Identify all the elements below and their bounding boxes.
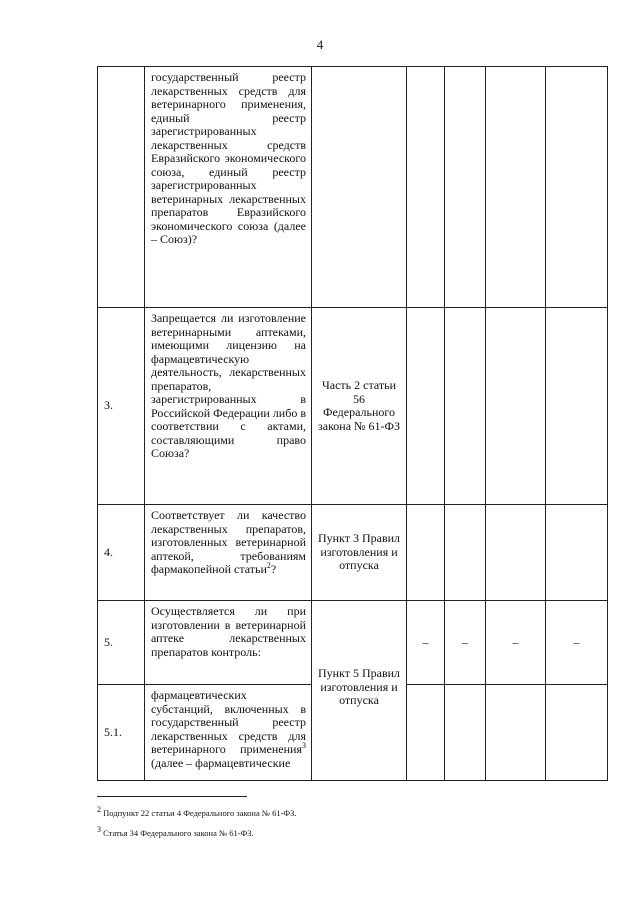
answer-note-cell	[546, 601, 608, 685]
answer-yes-cell	[407, 601, 445, 685]
table-row	[98, 505, 608, 601]
answer-no-cell	[445, 685, 486, 781]
answer-note-cell	[546, 67, 608, 308]
footnote	[97, 825, 254, 838]
table-row	[98, 308, 608, 505]
footnote-mark: 3	[97, 825, 101, 835]
dash-mark: –	[512, 634, 519, 649]
row-reference	[312, 67, 407, 308]
question-text	[151, 689, 306, 770]
dash-mark: –	[422, 634, 429, 649]
answer-no-cell	[445, 601, 486, 685]
question-text-main: Соответствует ли качество лекарственных препаратов, изготовленных ветеринарной аптекой, требованиям фармакопейной статьи	[151, 508, 306, 576]
question-text: государственный реестр лекарственных средств для ветеринарного применения, единый реестр зарегистрированных лекарственных средств Евразийского экономического союза, единый реестр зарегистрированных ветеринарных лекарственных препаратов Евразийского экономического союза (далее – Союз)?	[151, 70, 306, 246]
answer-yes-cell	[407, 308, 445, 505]
answer-note-cell	[546, 505, 608, 601]
answer-na-cell	[486, 685, 546, 781]
answer-na-cell	[486, 601, 546, 685]
table-row	[98, 601, 608, 685]
answer-note-cell	[546, 685, 608, 781]
page-number: 4	[316, 37, 324, 52]
row-reference: Часть 2 статьи 56 Федерального закона № 61-ФЗ	[312, 308, 407, 505]
dash-mark: –	[573, 634, 580, 649]
footnote-ref: 3	[302, 741, 306, 750]
row-question	[145, 308, 312, 505]
footnote-mark: 2	[97, 805, 101, 815]
row-reference	[312, 601, 407, 781]
row-question	[145, 685, 312, 781]
question-text-tail: (далее – фармацевтические	[151, 755, 291, 770]
footnote-separator	[97, 796, 247, 797]
footnote-text: Подпункт 22 статьи 4 Федерального закона № 61-ФЗ.	[101, 808, 297, 818]
answer-yes-cell	[407, 505, 445, 601]
dash-mark: –	[462, 634, 468, 649]
answer-na-cell	[486, 505, 546, 601]
answer-yes-cell	[407, 685, 445, 781]
answer-note-cell	[546, 308, 608, 505]
footnote	[97, 805, 297, 818]
row-question	[145, 601, 312, 685]
footnote-ref: 2	[266, 561, 271, 570]
table-row	[98, 67, 608, 308]
row-reference: Пункт 3 Правил изготовления и отпуска	[312, 505, 407, 601]
checklist-table	[97, 66, 608, 781]
answer-no-cell	[445, 505, 486, 601]
answer-na-cell	[486, 67, 546, 308]
row-number: 5.1.	[98, 685, 145, 781]
answer-na-cell	[486, 308, 546, 505]
question-text	[151, 509, 306, 577]
reference-text: Пункт 5 Правил изготовления и отпуска	[317, 666, 401, 707]
question-text-main: фармацевтических субстанций, включенных в государственный реестр лекарственных средств для ветеринарного применения	[151, 688, 306, 756]
row-number: 5.	[98, 601, 145, 685]
row-number: 3.	[98, 308, 145, 505]
question-text-tail: ?	[270, 562, 277, 576]
answer-no-cell	[445, 308, 486, 505]
question-text: Осуществляется ли при изготовлении в ветеринарной аптеке лекарственных препаратов контроль:	[151, 604, 306, 659]
answer-yes-cell	[407, 67, 445, 308]
row-number: 4.	[98, 505, 145, 601]
answer-no-cell	[445, 67, 486, 308]
row-question	[145, 505, 312, 601]
question-text: Запрещается ли изготовление ветеринарными аптеками, имеющими лицензию на фармацевтическую деятельность, лекарственных препаратов, зарегистрированных в Российской Федерации либо в соответствии с актами, составляющими право Союза?	[151, 311, 306, 460]
footnote-text: Статья 34 Федерального закона № 61-ФЗ.	[101, 828, 254, 838]
row-number	[98, 67, 145, 308]
row-question	[145, 67, 312, 308]
